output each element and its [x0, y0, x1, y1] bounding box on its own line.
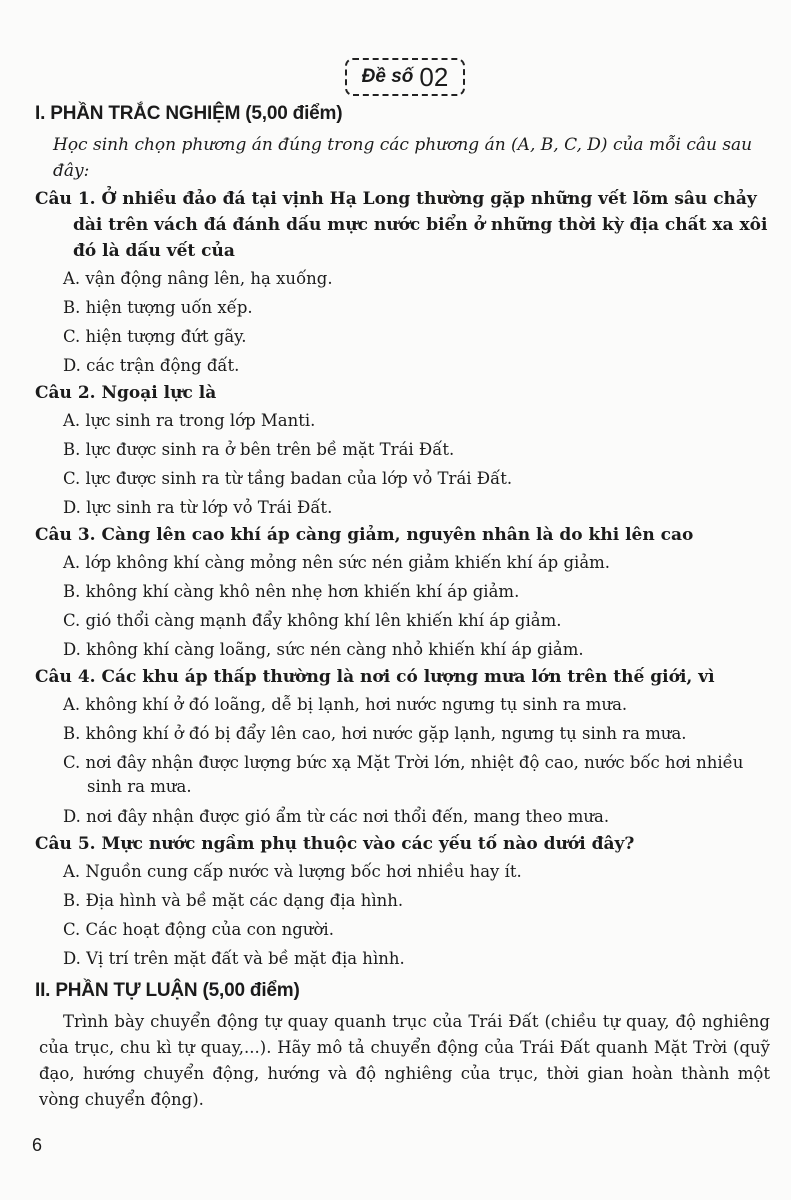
option-d: D. lực sinh ra từ lớp vỏ Trái Đất.: [63, 498, 333, 517]
exam-number: 02: [419, 61, 449, 92]
option-b: B. lực được sinh ra ở bên trên bề mặt Trái Đất.: [63, 440, 455, 459]
option-b: B. hiện tượng uốn xếp.: [63, 298, 253, 317]
part1-title: I. PHẦN TRẮC NGHIỆM (5,00 điểm): [35, 103, 343, 124]
option-c: C. Các hoạt động của con người.: [63, 920, 334, 939]
question-text: Câu 5. Mực nước ngầm phụ thuộc vào các yếu tố nào dưới đây?: [35, 834, 635, 854]
question-text: Câu 1. Ở nhiều đảo đá tại vịnh Hạ Long thường gặp những vết lõm sâu chảy dài trên vách đá đánh dấu mực nước biển ở những thời kỳ địa chất xa xôi đó là dấu vết của: [35, 189, 768, 261]
question-2: [35, 380, 770, 522]
option-b: B. không khí ở đó bị đẩy lên cao, hơi nước gặp lạnh, ngưng tụ sinh ra mưa.: [63, 724, 687, 743]
option-c: C. gió thổi càng mạnh đẩy không khí lên khiến khí áp giảm.: [63, 611, 562, 630]
option-d: D. nơi đây nhận được gió ẩm từ các nơi thổi đến, mang theo mưa.: [63, 807, 610, 826]
part1-instruction: Học sinh chọn phương án đúng trong các phương án (A, B, C, D) của mỗi câu sau đây:: [53, 135, 753, 181]
exam-content: [35, 100, 770, 1113]
option-d: D. Vị trí trên mặt đất và bề mặt địa hình.: [63, 949, 405, 968]
essay-question: Trình bày chuyển động tự quay quanh trục của Trái Đất (chiều tự quay, độ nghiêng của trục, chu kì tự quay,...). Hãy mô tả chuyển động của Trái Đất quanh Mặt Trời (quỹ đạo, hướng chuyển động, hướng và độ nghiêng của trục, thời gian hoàn thành một vòng chuyển động).: [39, 1012, 770, 1109]
part2-title: II. PHẦN TỰ LUẬN (5,00 điểm): [35, 980, 300, 1001]
option-a: A. lớp không khí càng mỏng nên sức nén giảm khiến khí áp giảm.: [63, 553, 611, 572]
exam-number-badge: [345, 58, 465, 96]
question-3: [35, 522, 770, 664]
option-c: C. lực được sinh ra từ tầng badan của lớp vỏ Trái Đất.: [63, 469, 513, 488]
question-1: [35, 186, 770, 380]
option-a: A. Nguồn cung cấp nước và lượng bốc hơi nhiều hay ít.: [63, 862, 522, 881]
question-4: [35, 664, 770, 831]
option-a: A. lực sinh ra trong lớp Manti.: [63, 411, 316, 430]
question-text: Câu 2. Ngoại lực là: [35, 383, 217, 403]
exam-label: Đề số: [361, 66, 414, 87]
option-b: B. Địa hình và bề mặt các dạng địa hình.: [63, 891, 404, 910]
option-b: B. không khí càng khô nên nhẹ hơn khiến khí áp giảm.: [63, 582, 520, 601]
question-text: Câu 4. Các khu áp thấp thường là nơi có lượng mưa lớn trên thế giới, vì: [35, 667, 715, 687]
option-d: D. không khí càng loãng, sức nén càng nhỏ khiến khí áp giảm.: [63, 640, 584, 659]
question-5: [35, 831, 770, 973]
option-c: C. hiện tượng đứt gãy.: [63, 327, 247, 346]
option-a: A. không khí ở đó loãng, dễ bị lạnh, hơi nước ngưng tụ sinh ra mưa.: [63, 695, 628, 714]
option-d: D. các trận động đất.: [63, 356, 240, 375]
option-a: A. vận động nâng lên, hạ xuống.: [63, 269, 333, 288]
option-c: C. nơi đây nhận được lượng bức xạ Mặt Trời lớn, nhiệt độ cao, nước bốc hơi nhiều sinh ra mưa.: [63, 753, 744, 796]
question-text: Câu 3. Càng lên cao khí áp càng giảm, nguyên nhân là do khi lên cao: [35, 525, 694, 545]
page-number: 6: [32, 1135, 43, 1155]
